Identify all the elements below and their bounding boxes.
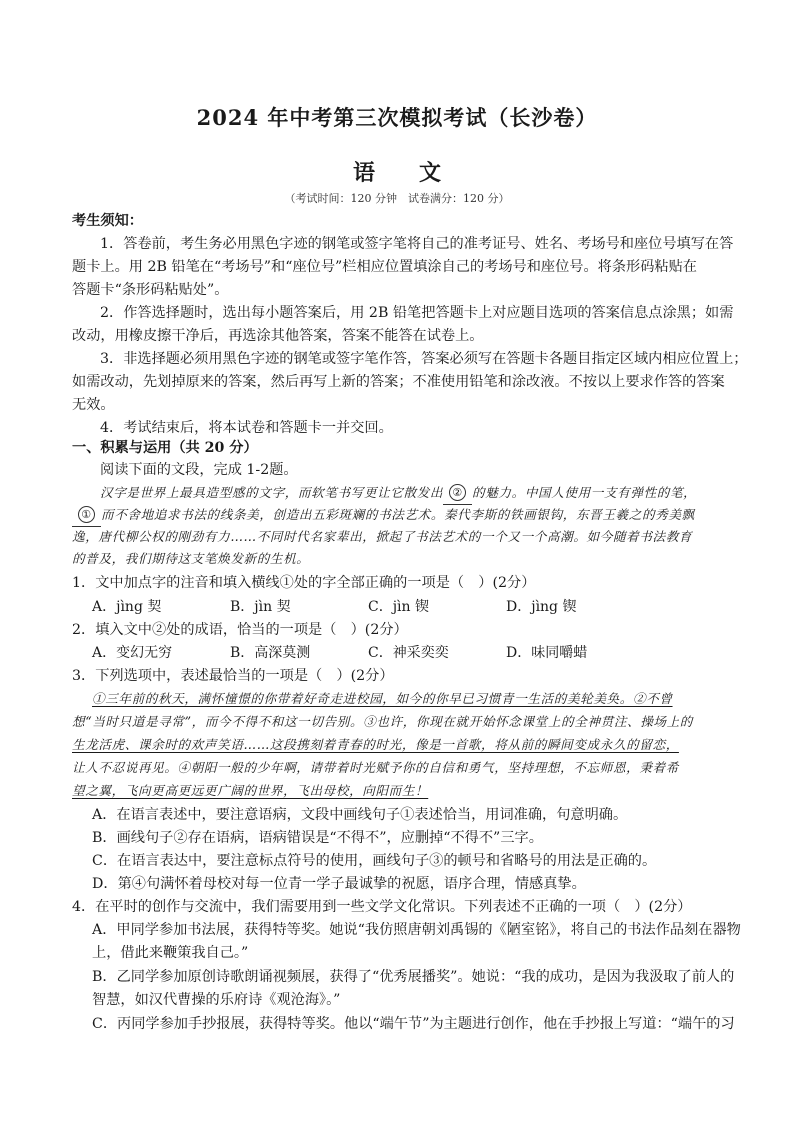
q4-option-c[interactable]: C．丙同学参加手抄报展，获得特等奖。他以“端午节”为主题进行创作，他在手抄报上写道：“端午的习 bbox=[92, 1016, 735, 1032]
passage-text: 汉字是世界上最具造型感的文字，而软笔书写更让它散发出 bbox=[100, 485, 444, 500]
notice-line: 如需改动，先划掉原来的答案，然后再写上新的答案；不准使用铅笔和涂改液。不按以上要求作答的答案 bbox=[72, 374, 725, 390]
q3-option-d[interactable]: D．第④句满怀着母校对每一位青一学子最诚挚的祝愿，语序合理，情感真挚。 bbox=[92, 876, 586, 892]
notice-line: 改动，用橡皮擦干净后，再选涂其他答案，答案不能答在试卷上。 bbox=[72, 328, 484, 344]
passage-text: 而不舍地追求书法的线条美，创造出五彩斑斓的书法艺术。秦代李斯的铁画银钩，东晋王羲之的秀美飘 bbox=[101, 507, 695, 522]
exam-meta: （考试时间：120 分钟 试卷满分：120 分） bbox=[284, 192, 510, 205]
q3-option-a[interactable]: A．在语言表述中，要注意语病，文段中画线句子①表述恰当，用词准确，句意明确。 bbox=[92, 807, 628, 823]
blank-2 bbox=[443, 482, 472, 505]
passage-line: 逸，唐代柳公权的刚劲有力……不同时代名家辈出，掀起了书法艺术的一个又一个高潮。如今随着书法教育 bbox=[72, 529, 693, 544]
q3-option-b[interactable]: B．画线句子②存在语病，语病错误是“不得不”，应删掉“不得不”三字。 bbox=[92, 830, 543, 846]
q3-passage-line: ①三年前的秋天，满怀憧憬的你带着好奇走进校园，如今的你早已习惯青一生活的美轮美奂。②不曾 bbox=[92, 691, 673, 706]
q3-passage-line: 望之翼，飞向更高更远更广阔的世界，飞出母校，向阳而生！ bbox=[72, 783, 429, 798]
q4-option-b-cont: 智慧，如汉代曹操的乐府诗《观沧海》。” bbox=[92, 992, 341, 1008]
q4-option-b[interactable]: B．乙同学参加原创诗歌朗诵视频展，获得了“优秀展播奖”。她说：“我的成功，是因为我汲取了前人的 bbox=[92, 969, 735, 985]
blank-1 bbox=[72, 504, 101, 527]
q4-option-a[interactable]: A．甲同学参加书法展，获得特等奖。她说“我仿照唐朝刘禹锡的《陋室铭》，将自己的书法作品刻在器物 bbox=[92, 922, 741, 938]
q3-passage-line: 让人不忍说再见。④朝阳一般的少年啊，请带着时光赋予你的自信和勇气，坚持理想，不忘师恩，秉着希 bbox=[72, 760, 679, 775]
notice-line: 答题卡“条形码粘贴处”。 bbox=[72, 282, 229, 298]
q3-stem: 3．下列选项中，表述最恰当的一项是（ ）(2分） bbox=[72, 668, 394, 684]
q1-stem: 1．文中加点字的注音和填入横线①处的字全部正确的一项是（ ）(2分） bbox=[72, 575, 536, 591]
q2-options bbox=[92, 642, 644, 664]
q2-option-a[interactable]: A．变幻无穷 bbox=[92, 645, 173, 661]
q3-passage-line: 想“当时只道是寻常”，而今不得不和这一切告别。③也许，你现在就开始怀念课堂上的全神贯注、操场上的 bbox=[72, 714, 693, 729]
marker-2: ② bbox=[449, 484, 466, 501]
notice-line: 题卡上。用 2B 铅笔在“考场号”和“座位号”栏相应位置填涂自己的考场号和座位号。将条形码粘贴在 bbox=[72, 259, 697, 275]
reading-intro: 阅读下面的文段，完成 1-2题。 bbox=[100, 462, 298, 478]
subject-title: 语 文 bbox=[352, 160, 441, 186]
notice-line: 3．非选择题必须用黑色字迹的钢笔或签字笔作答，答案必须写在答题卡各题目指定区域内相应位置上； bbox=[100, 351, 748, 367]
notice-line: 2．作答选择题时，选出每小题答案后，用 2B 铅笔把答题卡上对应题目选项的答案信息点涂黑；如需 bbox=[100, 305, 734, 321]
notice-line: 无效。 bbox=[72, 397, 115, 413]
q2-option-d[interactable]: D．味同嚼蜡 bbox=[506, 645, 588, 661]
q1-option-c[interactable]: C．jìn 锲 bbox=[368, 599, 429, 615]
q4-stem: 4．在平时的创作与交流中，我们需要用到一些文学文化常识。下列表述不正确的一项（ ）(2分） bbox=[72, 899, 692, 915]
section-heading: 一、积累与运用（共 20 分） bbox=[72, 440, 258, 456]
q3-passage-line: 生龙活虎、课余时的欢声笑语……这段携刻着青春的时光，像是一首歌，将从前的瞬间变成永久的留恋， bbox=[72, 737, 679, 752]
passage-line bbox=[100, 482, 724, 505]
q1-option-d[interactable]: D．jìng 锲 bbox=[506, 599, 577, 615]
q2-option-c[interactable]: C．神采奕奕 bbox=[368, 645, 449, 661]
exam-title: 2024 年中考第三次模拟考试（长沙卷） bbox=[196, 105, 598, 130]
passage-line bbox=[72, 504, 724, 527]
q4-option-a-cont: 上，借此来鞭策我自己。” bbox=[92, 945, 249, 961]
passage-text: 的魅力。中国人使用一支有弹性的笔， bbox=[472, 485, 697, 500]
q1-option-b[interactable]: B．jìn 契 bbox=[230, 599, 291, 615]
notice-heading: 考生须知： bbox=[72, 213, 143, 229]
q1-option-a[interactable]: A．jìng 契 bbox=[92, 599, 162, 615]
q1-options bbox=[92, 596, 644, 618]
notice-line: 1．答卷前，考生务必用黑色字迹的钢笔或签字笔将自己的准考证号、姓名、考场号和座位号填写在答 bbox=[100, 236, 734, 252]
q3-option-c[interactable]: C．在语言表达中，要注意标点符号的使用，画线句子③的顿号和省略号的用法是正确的。 bbox=[92, 853, 657, 869]
q2-stem: 2．填入文中②处的成语，恰当的一项是（ ）(2分） bbox=[72, 622, 408, 638]
marker-1: ① bbox=[78, 506, 95, 523]
q2-option-b[interactable]: B．高深莫测 bbox=[230, 645, 311, 661]
passage-line: 的普及，我们期待这支笔焕发新的生机。 bbox=[72, 551, 310, 566]
notice-line: 4．考试结束后，将本试卷和答题卡一并交回。 bbox=[100, 420, 393, 436]
